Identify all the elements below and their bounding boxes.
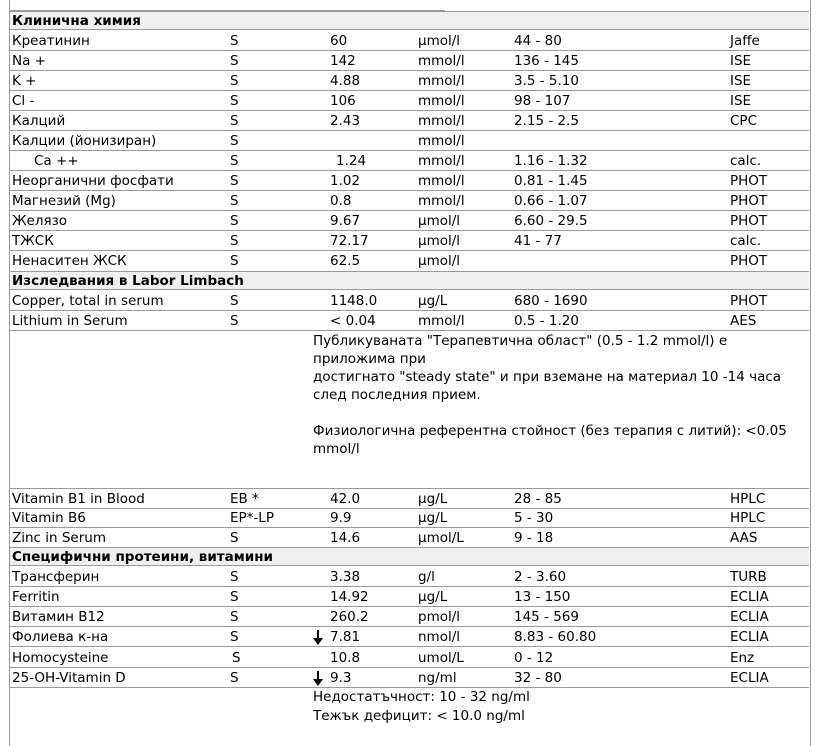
lithium-note-line: Физиологична референтна стойност (без терапия с литий): <0.05 mmol/l [313, 423, 787, 457]
reference-range: 2.15 - 2.5 [514, 113, 579, 129]
reference-range: 6.60 - 29.5 [514, 213, 588, 229]
unit: g/l [418, 569, 435, 585]
table-row [10, 311, 809, 331]
result-value: 42.0 [330, 491, 361, 507]
material: S [230, 153, 239, 169]
method: AAS [730, 530, 758, 546]
reference-range: 136 - 145 [514, 53, 579, 69]
method: HPLC [730, 491, 766, 507]
table-row [10, 151, 809, 171]
table-row [10, 668, 809, 688]
table-row [10, 607, 809, 627]
material: S [230, 93, 239, 109]
table-row [10, 31, 809, 51]
reference-range: 1.16 - 1.32 [514, 153, 588, 169]
reference-range: 5 - 30 [514, 510, 554, 526]
result-value: 7.81 [330, 629, 361, 645]
result-value: 142 [330, 53, 356, 69]
method: PHOT [730, 173, 768, 189]
reference-range: 44 - 80 [514, 33, 562, 49]
unit: µg/L [418, 589, 448, 605]
method: ECLIA [730, 609, 769, 625]
unit: µg/L [418, 293, 448, 309]
method: PHOT [730, 213, 768, 229]
method: PHOT [730, 293, 768, 309]
vitamin-d-note-line: Недостатъчност: 10 - 32 ng/ml [313, 689, 530, 705]
test-name: Магнезий (Mg) [12, 193, 116, 209]
table-row [10, 567, 809, 587]
table-row [10, 71, 809, 91]
table-row [10, 171, 809, 191]
unit: mmol/l [418, 173, 465, 189]
reference-range: 8.83 - 60.80 [514, 629, 597, 645]
material: S [230, 73, 239, 89]
table-row [10, 251, 809, 271]
test-name: Cl - [12, 93, 35, 109]
test-name: Ненаситен ЖСК [12, 253, 127, 269]
section-labor-limbach: Изследвания в Labor Limbach [10, 271, 809, 290]
material: S [230, 569, 239, 585]
result-value: 260.2 [330, 609, 369, 625]
test-name: Lithium in Serum [12, 313, 128, 329]
test-name: Желязо [12, 213, 68, 229]
table-row [10, 131, 809, 151]
table-row [10, 111, 809, 131]
table-row [10, 648, 809, 668]
reference-range: 145 - 569 [514, 609, 579, 625]
lithium-note-line: Публикуваната "Терапевтична област" (0.5 - 1.2 mmol/l) е приложима при [313, 333, 728, 367]
test-name: Vitamin B1 in Blood [12, 491, 145, 507]
table-row [10, 231, 809, 251]
unit: pmol/l [418, 609, 461, 625]
method: AES [730, 313, 757, 329]
method: ECLIA [730, 629, 769, 645]
result-value: 9.3 [330, 670, 352, 686]
result-value: 72.17 [330, 233, 369, 249]
table-row [10, 191, 809, 211]
table-row [10, 488, 809, 509]
reference-range: 98 - 107 [514, 93, 571, 109]
test-name: Ca ++ [34, 153, 79, 169]
material: S [230, 173, 239, 189]
unit: mmol/l [418, 193, 465, 209]
method: Jaffe [730, 33, 760, 49]
method: Enz [730, 650, 755, 666]
result-value: 9.9 [330, 510, 352, 526]
result-value: 1.24 [336, 153, 367, 169]
test-name: Калций [12, 113, 66, 129]
unit: umol/L [418, 650, 464, 666]
table-row [10, 291, 809, 311]
test-name: K + [12, 73, 37, 89]
test-name: Zinc in Serum [12, 530, 106, 546]
row-divider [10, 330, 809, 331]
result-value: 1148.0 [330, 293, 378, 309]
unit: µg/L [418, 491, 448, 507]
method: HPLC [730, 510, 766, 526]
material: S [230, 530, 239, 546]
result-value: 2.43 [330, 113, 361, 129]
material: S [230, 589, 239, 605]
reference-range: 0 - 12 [514, 650, 554, 666]
material: S [230, 233, 239, 249]
table-row [10, 211, 809, 231]
test-name: Креатинин [12, 33, 90, 49]
test-name: ТЖСК [12, 233, 54, 249]
unit: mmol/l [418, 313, 465, 329]
test-name: Калции (йонизиран) [12, 133, 157, 149]
unit: µmol/l [418, 233, 461, 249]
result-value: 9.67 [330, 213, 361, 229]
material: S [230, 193, 239, 209]
result-value: 0.8 [330, 193, 352, 209]
test-name: Неорганични фосфати [12, 173, 174, 189]
reference-range: 0.66 - 1.07 [514, 193, 588, 209]
result-value: 14.6 [330, 530, 361, 546]
unit: µmol/l [418, 213, 461, 229]
test-name: Copper, total in serum [12, 293, 164, 309]
test-name: Трансферин [12, 569, 100, 585]
material: S [230, 670, 239, 686]
method: calc. [730, 233, 762, 249]
result-value: 14.92 [330, 589, 369, 605]
arrow-down-icon [313, 629, 323, 645]
method: TURB [730, 569, 767, 585]
unit: mmol/l [418, 93, 465, 109]
unit: ng/ml [418, 670, 457, 686]
unit: nmol/l [418, 629, 461, 645]
unit: mmol/l [418, 53, 465, 69]
unit: mmol/l [418, 73, 465, 89]
reference-range: 28 - 85 [514, 491, 562, 507]
reference-range: 2 - 3.60 [514, 569, 567, 585]
test-name: Витамин B12 [12, 609, 105, 625]
method: calc. [730, 153, 762, 169]
arrow-down-icon [313, 670, 323, 686]
material: S [230, 53, 239, 69]
result-value: 3.38 [330, 569, 361, 585]
reference-range: 41 - 77 [514, 233, 562, 249]
method: PHOT [730, 193, 768, 209]
reference-range: 32 - 80 [514, 670, 562, 686]
section-specific-proteins: Специфични протеини, витамини [10, 547, 809, 566]
test-name: Homocysteine [12, 650, 109, 666]
test-name: Vitamin B6 [12, 510, 86, 526]
reference-range: 3.5 - 5.10 [514, 73, 579, 89]
table-row [10, 528, 809, 548]
method: ISE [730, 93, 752, 109]
unit: µmol/l [418, 253, 461, 269]
table-row [10, 587, 809, 607]
material: S [230, 133, 239, 149]
reference-range: 9 - 18 [514, 530, 554, 546]
result-value: 62.5 [330, 253, 361, 269]
unit: mmol/l [418, 153, 465, 169]
table-row [10, 627, 809, 647]
material: S [230, 313, 239, 329]
result-value: 4.88 [330, 73, 361, 89]
reference-range: 0.81 - 1.45 [514, 173, 588, 189]
method: ISE [730, 73, 752, 89]
result-value: 10.8 [330, 650, 361, 666]
unit: µmol/l [418, 33, 461, 49]
material: S [230, 609, 239, 625]
result-value: 1.02 [330, 173, 361, 189]
material: EP*-LP [230, 510, 274, 526]
reference-range: 680 - 1690 [514, 293, 588, 309]
table-row [10, 91, 809, 111]
method: ISE [730, 53, 752, 69]
unit: µmol/L [418, 530, 464, 546]
test-name: Фолиева к-на [12, 629, 109, 645]
material: S [230, 629, 239, 645]
table-row [10, 508, 809, 528]
unit: µg/L [418, 510, 448, 526]
section-clinical-chemistry: Клинична химия [10, 11, 809, 30]
test-name: Ferritin [12, 589, 60, 605]
lithium-note [313, 332, 803, 458]
reference-range: 0.5 - 1.20 [514, 313, 579, 329]
lithium-note-line: достигнато "steady state" и при вземане на материал 10 -14 часа след последния прием. [313, 369, 782, 403]
unit: mmol/l [418, 133, 465, 149]
method: ECLIA [730, 670, 769, 686]
method: CPC [730, 113, 757, 129]
material: S [230, 113, 239, 129]
material: S [230, 33, 239, 49]
test-name: 25-OH-Vitamin D [12, 670, 126, 686]
material: S [232, 650, 241, 666]
method: PHOT [730, 253, 768, 269]
vitamin-d-note-line: Тежък дефицит: < 10.0 ng/ml [313, 708, 525, 724]
material: S [230, 293, 239, 309]
result-value: 60 [330, 33, 348, 49]
result-value: 106 [330, 93, 356, 109]
unit: mmol/l [418, 113, 465, 129]
reference-range: 13 - 150 [514, 589, 571, 605]
material: S [230, 253, 239, 269]
row-divider [10, 646, 809, 647]
material: EB * [230, 491, 259, 507]
material: S [230, 213, 239, 229]
table-row [10, 51, 809, 71]
vitamin-d-note [313, 688, 530, 726]
result-value: < 0.04 [330, 313, 376, 329]
test-name: Na + [12, 53, 46, 69]
method: ECLIA [730, 589, 769, 605]
